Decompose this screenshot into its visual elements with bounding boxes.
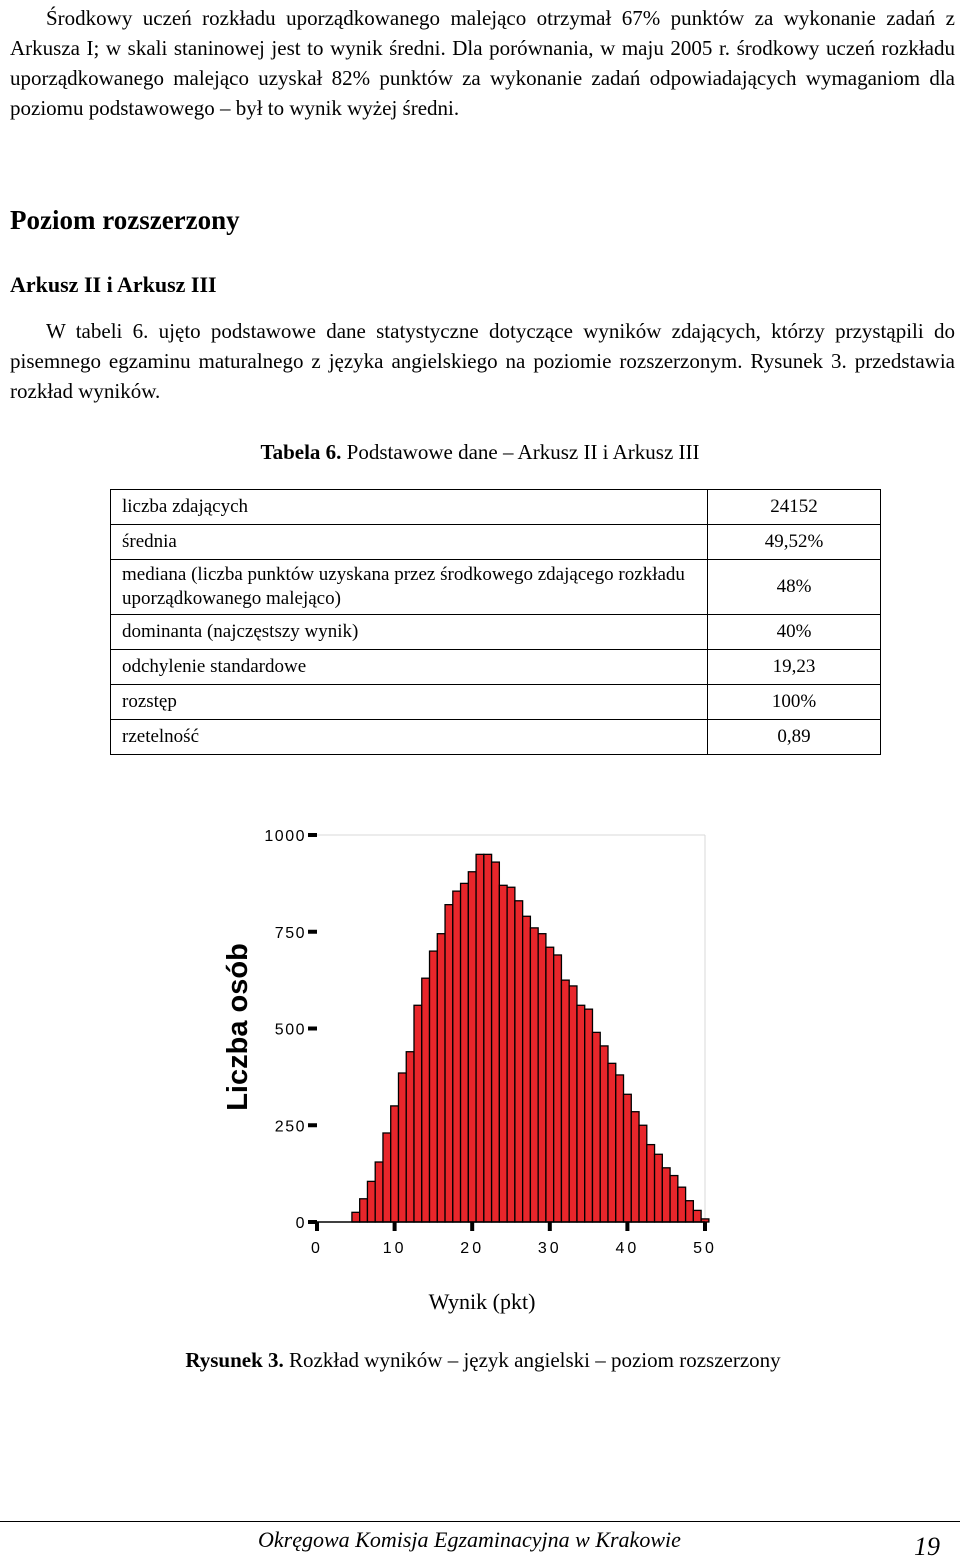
table-row	[111, 720, 881, 755]
histogram-bar	[367, 1181, 375, 1222]
histogram-bar	[561, 980, 569, 1222]
histogram-bar	[639, 1125, 647, 1222]
body-paragraph: W tabeli 6. ujęto podstawowe dane statystyczne dotyczące wyników zdających, którzy przystąpili do pisemnego egzaminu maturalnego z języka angielskiego na poziomie rozszerzonym. Rysunek 3. przedstawia rozkład wyników.	[10, 319, 955, 403]
y-tick-label: 750	[274, 924, 306, 942]
histogram-bar	[492, 862, 500, 1222]
table-cell-label: odchylenie standardowe	[111, 650, 708, 685]
histogram-bar	[453, 891, 461, 1222]
table-cell-value: 19,23	[708, 650, 881, 685]
histogram-bar	[437, 934, 445, 1222]
table-row	[111, 525, 881, 560]
histogram-bar	[577, 1005, 585, 1222]
histogram-bar	[624, 1094, 632, 1222]
histogram-bar	[515, 901, 523, 1222]
histogram-bar	[686, 1201, 694, 1222]
histogram-bar	[484, 854, 492, 1222]
figure-caption	[0, 1348, 960, 1373]
table-row	[111, 685, 881, 720]
histogram-bar	[530, 928, 538, 1222]
histogram-bar	[569, 986, 577, 1222]
x-tick-label: 20	[460, 1240, 485, 1257]
table-caption-label: Tabela 6.	[260, 440, 342, 464]
table-row	[111, 490, 881, 525]
histogram-bar	[352, 1212, 360, 1222]
histogram-bar	[445, 905, 453, 1222]
y-tick-label: 500	[274, 1021, 306, 1039]
histogram-bar	[538, 934, 546, 1222]
y-tick-label: 1000	[264, 828, 306, 845]
x-tick-label: 30	[537, 1240, 562, 1257]
table-row	[111, 650, 881, 685]
table-caption	[0, 440, 960, 465]
y-axis-title: Liczba osób	[222, 943, 254, 1111]
x-tick-mark	[470, 1222, 474, 1231]
footer-institution: Okręgowa Komisja Egzaminacyjna w Krakowie	[258, 1527, 681, 1552]
histogram-bar	[468, 872, 476, 1222]
table-cell-value: 24152	[708, 490, 881, 525]
histogram-bar	[383, 1133, 391, 1222]
footer-divider	[0, 1521, 960, 1522]
histogram-bar	[662, 1168, 670, 1222]
intro-paragraph: Środkowy uczeń rozkładu uporządkowanego malejąco otrzymał 67% punktów za wykonanie zadań z Arkusza I; w skali staninowej jest to wynik średni. Dla porównania, w maju 2005 r. środkowy uczeń rozkładu uporządkowanego malejąco uzyskał 82% punktów za wykonanie zadań odpowiadających wymaganiom dla poziomu podstawowego – był to wynik wyżej średni.	[10, 6, 955, 120]
histogram-bar	[554, 955, 562, 1222]
histogram-bar	[414, 1005, 422, 1222]
histogram-bar	[523, 916, 531, 1222]
table-cell-value: 40%	[708, 615, 881, 650]
y-tick-label: 250	[274, 1118, 306, 1136]
chart-bars	[352, 854, 709, 1222]
table-cell-value: 49,52%	[708, 525, 881, 560]
histogram-bar	[631, 1112, 639, 1222]
x-tick-mark	[393, 1222, 397, 1231]
histogram-bar	[616, 1075, 624, 1222]
histogram-chart	[200, 820, 730, 1320]
histogram-bar	[391, 1106, 399, 1222]
histogram-bar	[507, 887, 515, 1222]
histogram-bar	[375, 1162, 383, 1222]
y-tick-mark	[308, 930, 317, 934]
subsection-title: Arkusz II i Arkusz III	[10, 272, 217, 297]
histogram-bar	[600, 1046, 608, 1222]
histogram-bar	[670, 1176, 678, 1222]
x-tick-label: 40	[615, 1240, 640, 1257]
histogram-bar	[360, 1199, 368, 1222]
table-cell-label: mediana (liczba punktów uzyskana przez środkowego zdającego rozkładu uporządkowanego malejąco)	[111, 560, 708, 615]
section-title: Poziom rozszerzony	[10, 205, 240, 235]
histogram-bar	[476, 854, 484, 1222]
table-cell-label: rzetelność	[111, 720, 708, 755]
histogram-bar	[647, 1145, 655, 1222]
table-cell-label: rozstęp	[111, 685, 708, 720]
figure-caption-text: Rozkład wyników – język angielski – poziom rozszerzony	[289, 1348, 781, 1372]
table-caption-text: Podstawowe dane – Arkusz II i Arkusz III	[346, 440, 700, 464]
table-cell-label: dominanta (najczęstszy wynik)	[111, 615, 708, 650]
x-tick-mark	[703, 1222, 707, 1231]
y-tick-label: 0	[295, 1215, 306, 1232]
statistics-table	[110, 489, 881, 755]
y-tick-mark	[308, 1027, 317, 1031]
x-tick-mark	[548, 1222, 552, 1231]
x-tick-label: 50	[693, 1240, 717, 1257]
x-tick-mark	[625, 1222, 629, 1231]
x-tick-label: 0	[311, 1240, 323, 1257]
y-tick-mark	[308, 833, 317, 837]
table-cell-value: 48%	[708, 560, 881, 615]
x-axis-title: Wynik (pkt)	[428, 1289, 536, 1314]
table-cell-value: 100%	[708, 685, 881, 720]
histogram-bar	[546, 947, 554, 1222]
histogram-bar	[398, 1073, 406, 1222]
histogram-bar	[678, 1187, 686, 1222]
histogram-bar	[585, 1009, 593, 1222]
histogram-bar	[430, 951, 438, 1222]
histogram-bar	[592, 1032, 600, 1222]
table-row	[111, 615, 881, 650]
histogram-bar	[693, 1210, 701, 1222]
histogram-bar	[461, 883, 469, 1222]
histogram-bar	[422, 978, 430, 1222]
table-cell-label: liczba zdających	[111, 490, 708, 525]
figure-caption-label: Rysunek 3.	[185, 1348, 284, 1372]
histogram-bar	[655, 1154, 663, 1222]
histogram-bar	[406, 1052, 414, 1222]
y-tick-mark	[308, 1123, 317, 1127]
x-tick-mark	[315, 1222, 319, 1231]
table-cell-label: średnia	[111, 525, 708, 560]
table-cell-value: 0,89	[708, 720, 881, 755]
table-row	[111, 560, 881, 615]
histogram-bar	[608, 1063, 616, 1222]
x-tick-label: 10	[382, 1240, 407, 1257]
histogram-bar	[499, 885, 507, 1222]
page-number: 19	[914, 1532, 940, 1561]
